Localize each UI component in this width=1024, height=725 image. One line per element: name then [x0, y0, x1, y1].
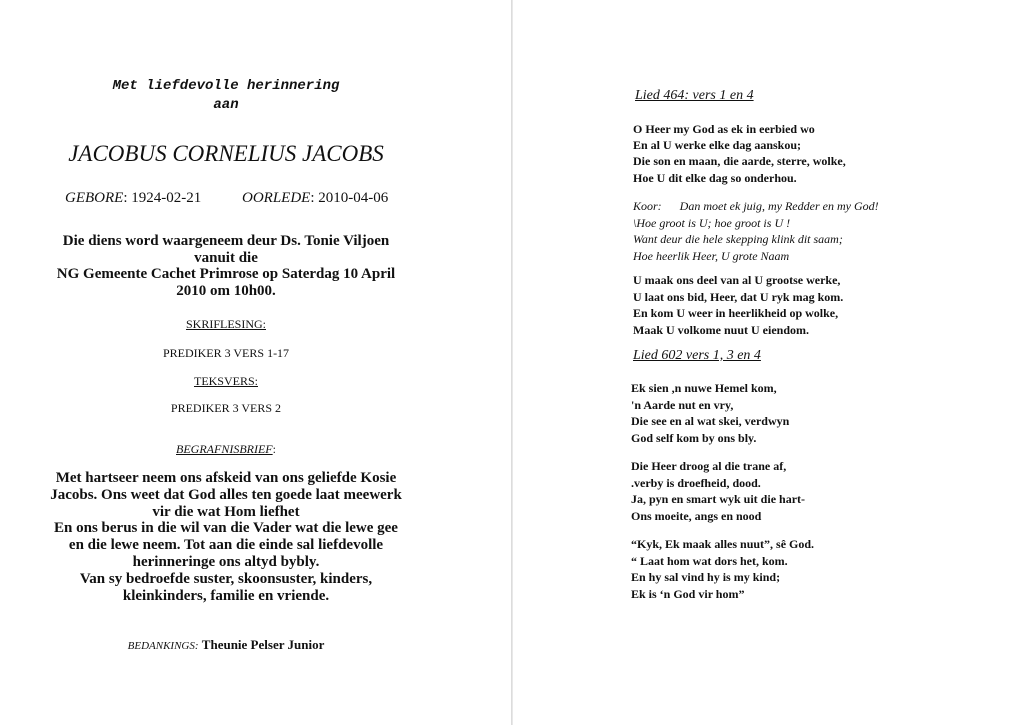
hymn-line: U laat ons bid, Heer, dat U ryk mag kom. [633, 289, 844, 304]
hymn-line: Ons moeite, angs en nood [631, 508, 762, 523]
hymn-602-verse-4 [631, 536, 814, 602]
burial-line: En ons berus in die wil van die Vader wat die lewe gee [54, 520, 398, 537]
text-verse-label: TEKSVERS: [193, 374, 258, 388]
chorus-line: Dan moet ek juig, my Redder en my God! [679, 199, 879, 213]
service-line: vanuit die [194, 249, 258, 266]
chorus-line: \Hoe groot is U; hoe groot is U ! [633, 215, 791, 230]
hymn-line: Die son en maan, die aarde, sterre, wolke, [633, 154, 846, 169]
hymn-602-verse-1 [631, 380, 789, 446]
hymn-line: Maak U volkome nuut U eiendom. [633, 322, 810, 337]
burial-letter-heading: BEGRAFNISBRIEF: [176, 442, 276, 456]
scripture-label: SKRIFLESING: [185, 317, 266, 331]
hymn-line: En kom U weer in heerlikheid op wolke, [633, 306, 839, 320]
text-verse-value: PREDIKER 3 VERS 2 [170, 401, 282, 415]
hymn-line: Ek sien ,n nuwe Hemel kom, [631, 381, 777, 395]
born-info: GEBORE: 1924-02-21 [65, 190, 202, 206]
hymn-line: .verby is droefheid, dood. [631, 475, 761, 490]
hymn-line: Die see en al wat skei, verdwyn [631, 414, 790, 428]
hymn-line: “ Laat hom wat dors het, kom. [631, 553, 788, 568]
acknowledgements [0, 637, 452, 653]
hymn-464-verse-4 [633, 272, 843, 338]
header-line: aan [213, 97, 239, 113]
hymn-464-verse-1 [633, 121, 846, 186]
hymn-line: Ja, pyn en smart wyk uit die hart- [631, 492, 806, 506]
hymn-line: Hoe U dit elke dag so onderhou. [633, 170, 797, 185]
died-info: OORLEDE: 2010-04-06 [242, 190, 389, 206]
thanks-value: Theunie Pelser Junior [201, 637, 325, 652]
header-dedication [0, 77, 452, 115]
hymn-602-title: Lied 602 vers 1, 3 en 4 [633, 348, 761, 363]
hymn-602-verse-3 [631, 458, 805, 524]
burial-line: kleinkinders, familie en vriende. [122, 587, 330, 604]
service-details [0, 233, 452, 299]
burial-line: vir die wat Hom liefhet [152, 503, 300, 520]
service-line: NG Gemeente Cachet Primrose op Saterdag 10 April [56, 266, 396, 282]
burial-line: herinneringe ons altyd bybly. [132, 553, 320, 570]
service-line: 2010 om 10h00. [176, 282, 276, 299]
chorus-line: Want deur die hele skepping klink dit saam; [633, 232, 843, 246]
thanks-label: BEDANKINGS: [127, 640, 199, 652]
header-line: Met liefdevolle herinnering [112, 78, 340, 94]
hymn-line: O Heer my God as ek in eerbied wo [633, 122, 815, 136]
hymn-line: U maak ons deel van al U grootse werke, [633, 273, 841, 287]
hymn-line: En al U werke elke dag aanskou; [633, 138, 802, 153]
burial-label: BEGRAFNISBRIEF [176, 442, 273, 456]
service-line: Die diens word waargeneem deur Ds. Tonie Viljoen [62, 233, 390, 249]
hymn-line: Ek is ‘n God vir hom” [631, 586, 745, 601]
burial-letter [0, 470, 452, 604]
died-label: OORLEDE [242, 190, 311, 206]
born-date: 1924-02-21 [131, 190, 202, 206]
burial-line: Van sy bedroefde suster, skoonsuster, kinders, [79, 570, 373, 587]
chorus-label: Koor: [633, 199, 662, 213]
chorus [633, 198, 879, 264]
right-page [513, 0, 1024, 725]
burial-line: Jacobs. Ons weet dat God alles ten goede laat meewerk [50, 486, 402, 503]
died-date: 2010-04-06 [318, 190, 389, 206]
hymn-464-title: Lied 464: vers 1 en 4 [635, 88, 754, 103]
burial-line: en die lewe neem. Tot aan die einde sal liefdevolle [68, 537, 384, 554]
hymn-line: 'n Aarde nut en vry, [631, 397, 734, 412]
chorus-line: Hoe heerlik Heer, U grote Naam [633, 248, 790, 263]
hymn-line: “Kyk, Ek maak alles nuut”, sê God. [631, 537, 815, 551]
born-label: GEBORE [65, 190, 124, 206]
hymn-line: En hy sal vind hy is my kind; [631, 570, 781, 584]
hymn-line: Die Heer droog al die trane af, [631, 459, 787, 473]
hymn-line: God self kom by ons bly. [631, 430, 757, 445]
deceased-name: JACOBUS CORNELIUS JACOBS [68, 141, 384, 166]
burial-line: Met hartseer neem ons afskeid van ons geliefde Kosie [55, 470, 397, 486]
scripture-value: PREDIKER 3 VERS 1-17 [162, 346, 290, 360]
